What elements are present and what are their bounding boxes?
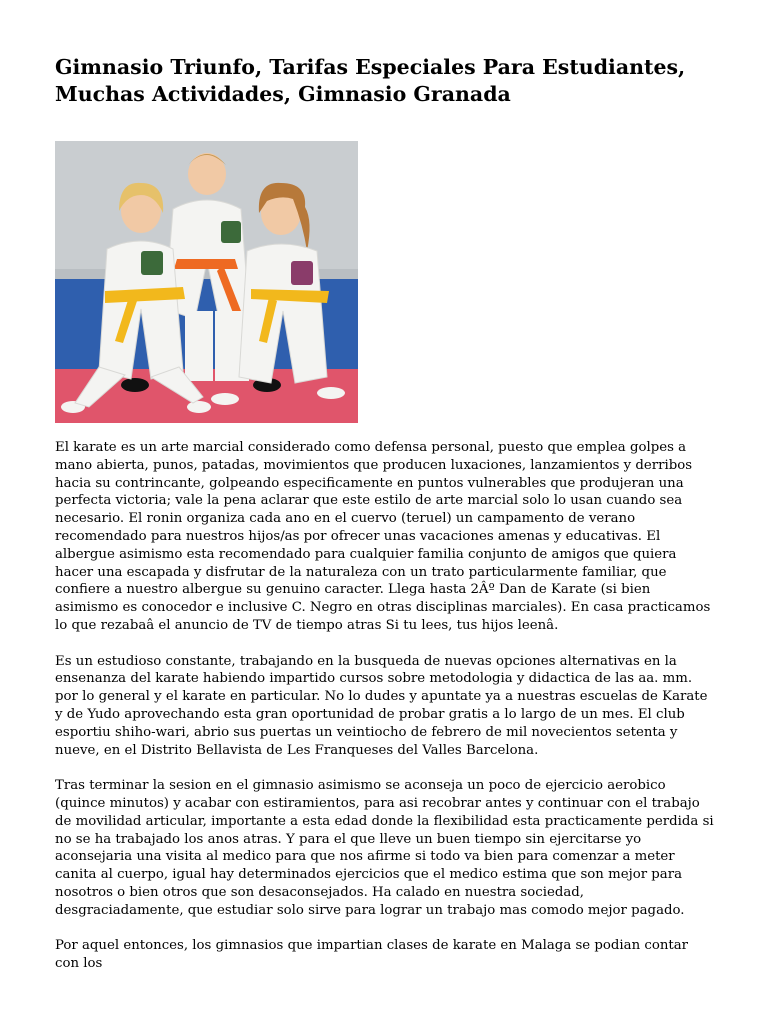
page-title: Gimnasio Triunfo, Tarifas Especiales Para Estudiantes, Muchas Actividades, Gimnasio Granada (55, 55, 686, 106)
paragraph: Es un estudioso constante, trabajando en la busqueda de nuevas opciones alternativas en la ensenanza del karate habiendo impartido cursos sobre metodologia y didactica de las aa. mm. por lo general y el karate en particular. No lo dudes y apuntate ya a nuestras escuelas de Karate y de Yudo aprovechando esta gran oportunidad de probar gratis a lo largo de un mes. El club esportiu shiho-wari, abrio sus puertas un veintiocho de febrero de mil novecientos setenta y nueve, en el Distrito Bellavista de Les Franqueses del Valles Barcelona. (55, 653, 708, 758)
karate-kids-photo (55, 141, 358, 423)
paragraph: Tras terminar la sesion en el gimnasio asimismo se aconseja un poco de ejercicio aerobico (quince minutos) y acabar con estiramientos, para asi recobrar antes y continuar con el trabajo de movilidad articular, importante a esta edad donde la flexibilidad esta practicamente perdida si no se ha trabajado los anos atras. Y para el que lleve un buen tiempo sin ejercitarse yo aconsejaria una visita al medico para que nos afirme si todo va bien para comenzar a meter canita al cuerpo, igual hay determinados ejercicios que el medico estima que son mejor para nosotros o bien otros que son desaconsejados. Ha calado en nuestra sociedad, desgraciadamente, que estudiar solo sirve para lograr un trabajo mas comodo mejor pagado. (55, 778, 714, 918)
paragraph: El karate es un arte marcial considerado como defensa personal, puesto que emplea golpes a mano abierta, punos, patadas, movimientos que producen luxaciones, lanzamientos y derribos hacia su contrincante, golpeando especificamente en puntos vulnerables que produjeran una perfecta victoria; vale la pena aclarar que este estilo de arte marcial solo lo usan cuando sea necesario. El ronin organiza cada ano en el cuervo (teruel) un campamento de verano recomendado para nuestros hijos/as por ofrecer unas vacaciones amenas y educativas. El albergue asimismo esta recomendado para cualquier familia conjunto de amigos que quiera hacer una escapada y disfrutar de la naturaleza con un trato particularmente familiar, que confiere a nuestro albergue su genuino caracter. Llega hasta 2Âº Dan de Karate (si bien asimismo es conocedor e inclusive C. Negro en otras disciplinas marciales). En casa practicamos lo que rezabaâ el anuncio de TV de tiempo atras Si tu lees, tus hijos leenâ. (55, 440, 711, 633)
article-body (55, 439, 715, 991)
paragraph: Por aquel entonces, los gimnasios que impartian clases de karate en Malaga se podian contar con los (55, 938, 689, 972)
